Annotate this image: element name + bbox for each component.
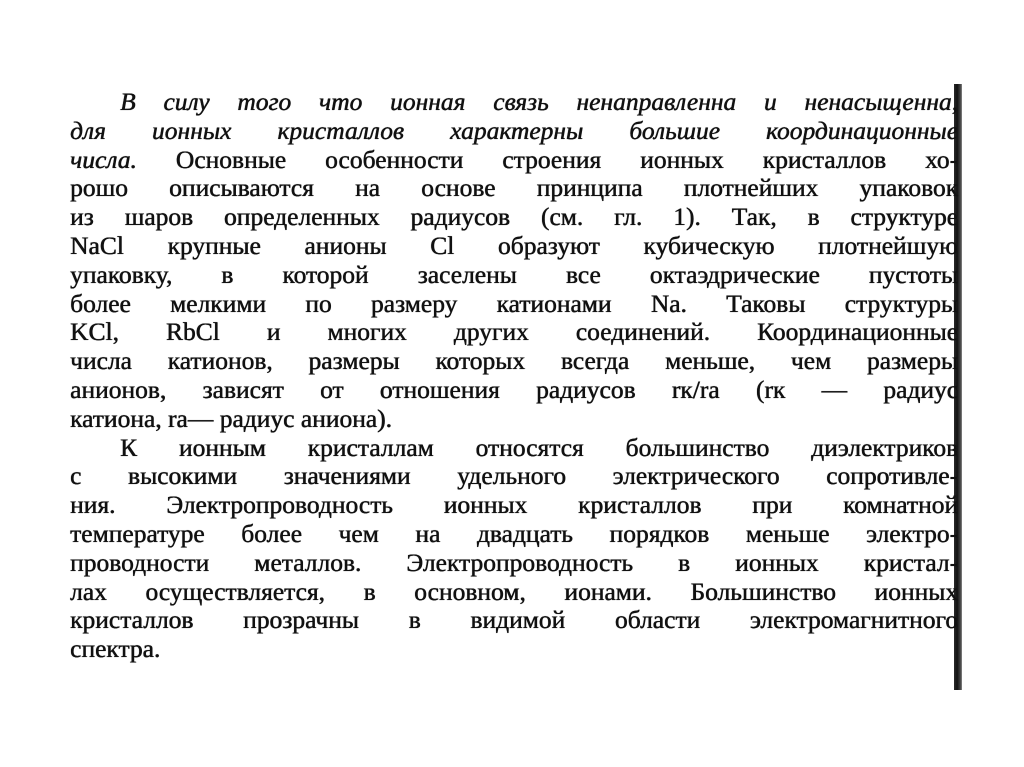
text-line: К ионным кристаллам относятся большинство диэлектриков	[120, 432, 958, 462]
paragraph-1	[70, 88, 958, 434]
text-line: для ионных кристаллов характерны большие координационные	[70, 115, 958, 145]
text-line: анионов, зависят от отношения радиусов rк/rа (rк — радиус	[70, 374, 958, 404]
text-line: температуре более чем на двадцать порядков меньше электро-	[70, 518, 958, 548]
italic-fragment: числа.	[70, 144, 137, 174]
text-line: NaCl крупные анионы Cl образуют кубическую плотнейшую	[70, 230, 958, 260]
text-line: с высокими значениями удельного электрического сопротивле-	[70, 461, 958, 491]
text-line: ния. Электропроводность ионных кристаллов при комнатной	[70, 490, 958, 520]
text-line: лах осуществляется, в основном, ионами. Большинство ионных	[70, 576, 958, 606]
text-line: рошо описываются на основе принципа плотнейших упаковок	[70, 173, 958, 203]
text-line: упаковку, в которой заселены все октаэдрические пустоты	[70, 259, 958, 289]
text-line: В силу того что ионная связь ненаправленна и ненасыщенна,	[120, 87, 958, 116]
text-line: KCl, RbCl и многих других соединений. Координационные	[70, 317, 958, 347]
text-line	[70, 146, 958, 175]
text-line: спектра.	[70, 634, 161, 664]
text-fragment: Основные особенности строения ионных кристаллов хо-	[136, 144, 958, 174]
text-line: более мелкими по размеру катионами Na. Таковы структуры	[70, 288, 958, 318]
text-line: проводности металлов. Электропроводность в ионных кристал-	[70, 547, 958, 577]
text-body	[70, 88, 958, 664]
paragraph-2	[70, 434, 958, 664]
text-line: катиона, rа— радиус аниона).	[70, 403, 392, 433]
text-line: числа катионов, размеры которых всегда меньше, чем размеры	[70, 346, 958, 376]
text-line: кристаллов прозрачны в видимой области электромагнитного	[70, 605, 958, 635]
text-line: из шаров определенных радиусов (см. гл. 1). Так, в структуре	[70, 202, 958, 232]
